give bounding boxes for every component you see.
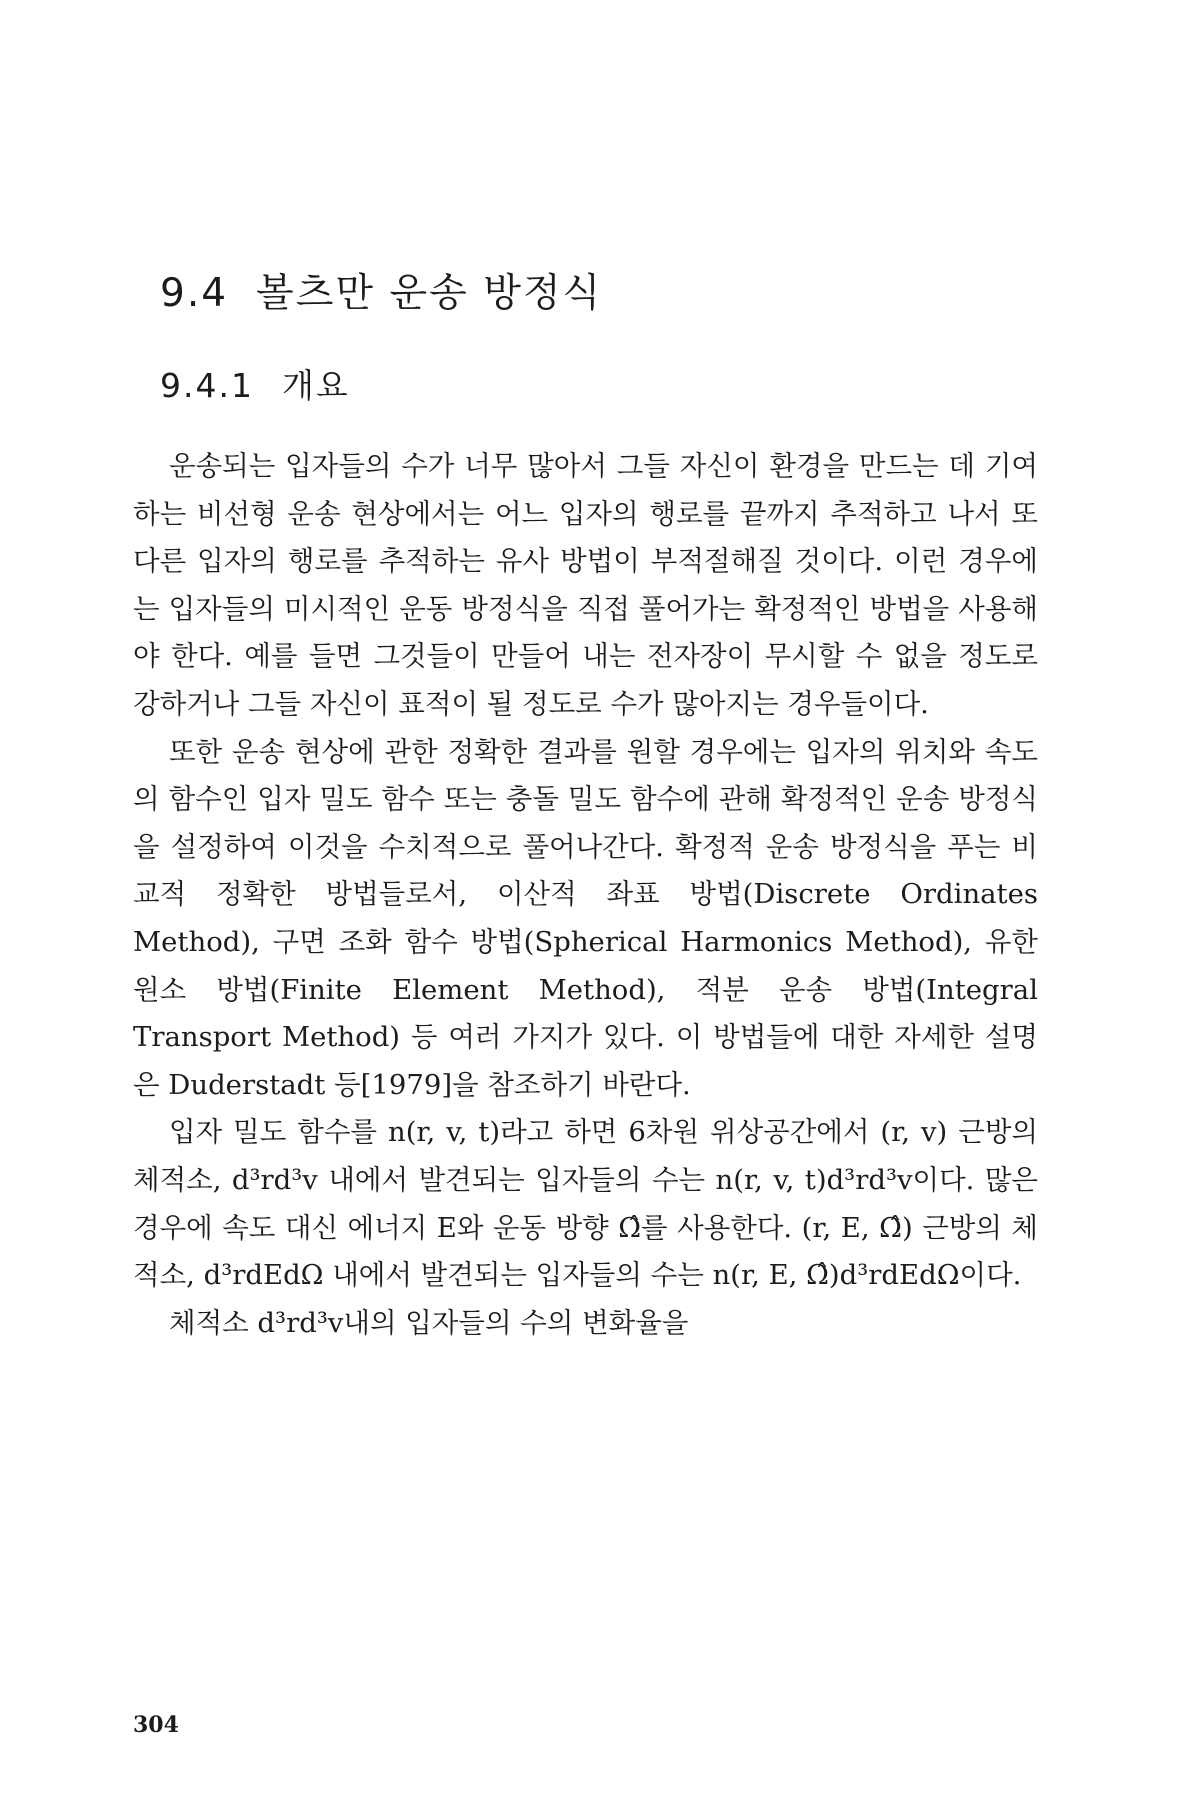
paragraph-density-function: 입자 밀도 함수를 n(r, v, t)라고 하면 6차원 위상공간에서 (r, v) 근방의 체적소, d³rd³v 내에서 발견되는 입자들의 수는 n(r, v, t)d³rd³v이다. 많은 경우에 속도 대신 에너지 E와 운동 방향 Ω̂를 사용한다. (r, E, Ω̂) 근방의 체적소, d³rdEdΩ 내에서 발견되는 입자들의 수는 n(r, E, Ω̂)d³rdEdΩ이다.	[133, 1116, 1038, 1292]
section-title-text: 볼츠만 운송 방정식	[256, 271, 603, 316]
page-number: 304	[133, 1712, 179, 1738]
paragraph-rate-of-change: 체적소 d³rd³v내의 입자들의 수의 변화율을	[169, 1306, 689, 1339]
paragraph-methods: 또한 운송 현상에 관한 정확한 결과를 원할 경우에는 입자의 위치와 속도의 함수인 입자 밀도 함수 또는 충돌 밀도 함수에 관해 확정적인 운송 방정식을 설정하여 이것을 수치적으로 풀어나간다. 확정적 운송 방정식을 푸는 비교적 정확한 방법들로서, 이산적 좌표 방법(Discrete Ordinates Method), 구면 조화 함수 방법(Spherical Harmonics Method), 유한 원소 방법(Finite Element Method), 적분 운송 방법(Integral Transport Method) 등 여러 가지가 있다. 이 방법들에 대한 자세한 설명은 Duderstadt 등[1979]을 참조하기 바란다.	[133, 735, 1038, 1101]
subsection-title-text: 개요	[281, 366, 350, 405]
subsection-title	[160, 360, 350, 407]
subsection-number: 9.4.1	[160, 366, 254, 405]
section-number: 9.4	[160, 271, 229, 316]
body-text	[133, 443, 1038, 1347]
section-title	[160, 262, 602, 318]
paragraph-intro: 운송되는 입자들의 수가 너무 많아서 그들 자신이 환경을 만드는 데 기여하는 비선형 운송 현상에서는 어느 입자의 행로를 끝까지 추적하고 나서 또 다른 입자의 행로를 추적하는 유사 방법이 부적절해질 것이다. 이런 경우에는 입자들의 미시적인 운동 방정식을 직접 풀어가는 확정적인 방법을 사용해야 한다. 예를 들면 그것들이 만들어 내는 전자장이 무시할 수 없을 정도로 강하거나 그들 자신이 표적이 될 정도로 수가 많아지는 경우들이다.	[133, 450, 1038, 720]
